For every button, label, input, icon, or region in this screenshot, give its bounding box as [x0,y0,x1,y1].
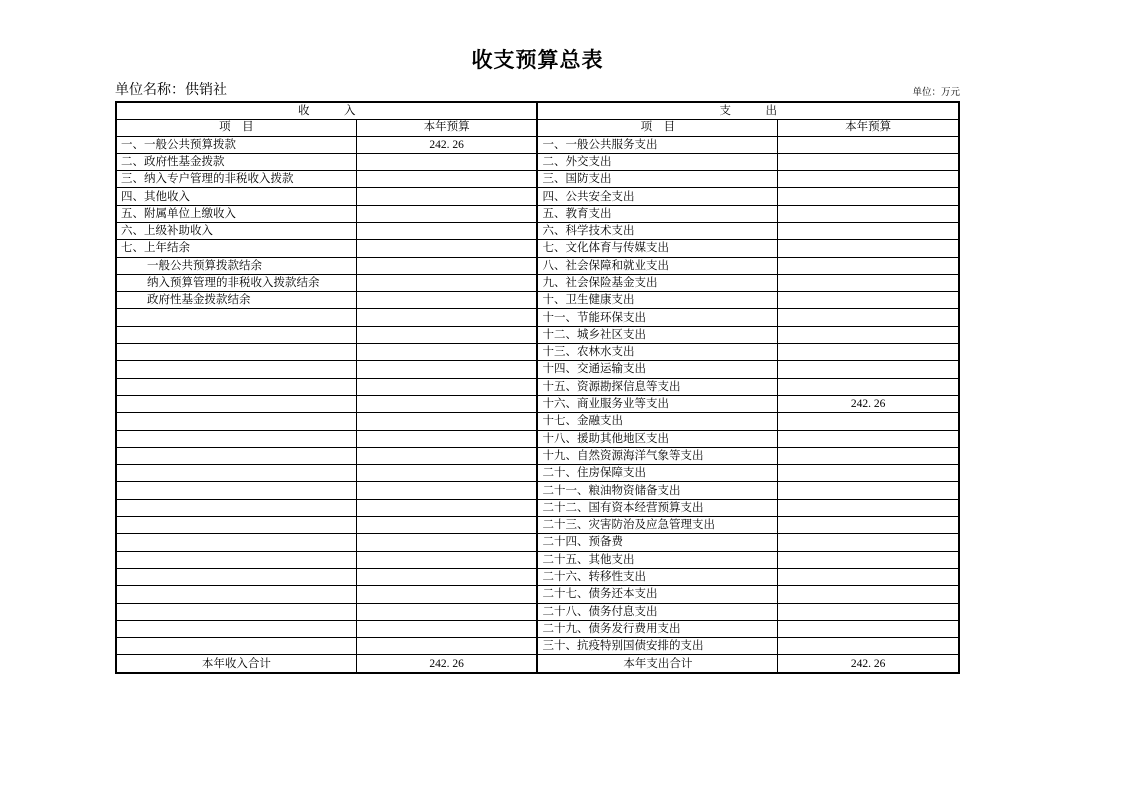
table-row [116,568,959,585]
expense-value-cell [778,499,959,516]
expense-item-column-header: 项 目 [537,119,777,136]
unit-name-label: 单位名称：供销社 [115,83,227,98]
income-value-cell [356,274,537,291]
expense-item-cell: 十二、城乡社区支出 [537,326,777,343]
income-item-cell [116,517,356,534]
income-total-label: 本年收入合计 [116,655,356,673]
table-row [116,205,959,222]
expense-item-cell: 二十五、其他支出 [537,551,777,568]
expense-item-cell: 一、一般公共服务支出 [537,136,777,153]
expense-value-cell [778,568,959,585]
expense-item-cell: 二十六、转移性支出 [537,568,777,585]
income-item-cell [116,309,356,326]
income-value-cell [356,205,537,222]
expense-item-cell: 十五、资源勘探信息等支出 [537,378,777,395]
expense-item-cell: 二十二、国有资本经营预算支出 [537,499,777,516]
expense-item-cell: 二十、住房保障支出 [537,465,777,482]
income-item-cell: 七、上年结余 [116,240,356,257]
expense-value-cell [778,136,959,153]
income-item-cell [116,551,356,568]
expense-item-cell: 八、社会保障和就业支出 [537,257,777,274]
income-value-cell [356,222,537,239]
expense-value-cell [778,482,959,499]
expense-value-cell [778,361,959,378]
income-item-cell [116,326,356,343]
income-item-cell [116,534,356,551]
expense-item-cell: 二十七、债务还本支出 [537,586,777,603]
expense-value-cell [778,534,959,551]
table-row [116,378,959,395]
expense-value-cell: 242. 26 [778,395,959,412]
income-value-cell [356,240,537,257]
income-item-cell: 一般公共预算拨款结余 [116,257,356,274]
income-value-cell [356,257,537,274]
table-row [116,586,959,603]
page-title: 收支预算总表 [471,49,604,72]
income-item-cell [116,586,356,603]
expense-budget-column-header: 本年预算 [778,119,959,136]
expense-item-cell: 二十九、债务发行费用支出 [537,620,777,637]
income-section-header: 收 入 [116,102,537,119]
income-value-cell [356,568,537,585]
income-value-cell [356,361,537,378]
income-item-cell [116,413,356,430]
expense-value-cell [778,413,959,430]
income-item-cell [116,361,356,378]
expense-item-cell: 五、教育支出 [537,205,777,222]
table-row [116,499,959,516]
income-item-cell [116,482,356,499]
totals-row [116,655,959,673]
income-item-cell: 五、附属单位上缴收入 [116,205,356,222]
expense-value-cell [778,344,959,361]
income-item-cell: 六、上级补助收入 [116,222,356,239]
expense-value-cell [778,153,959,170]
expense-section-header: 支 出 [537,102,959,119]
income-item-cell: 三、纳入专户管理的非税收入拨款 [116,171,356,188]
table-row [116,447,959,464]
expense-value-cell [778,222,959,239]
budget-table-body [116,136,959,655]
income-value-cell [356,586,537,603]
table-row [116,309,959,326]
expense-item-cell: 三十、抗疫特别国债安排的支出 [537,638,777,655]
table-row [116,188,959,205]
table-row [116,534,959,551]
income-item-cell [116,465,356,482]
expense-item-cell: 九、社会保险基金支出 [537,274,777,291]
budget-summary-table [115,101,960,674]
expense-total-label: 本年支出合计 [537,655,777,673]
expense-value-cell [778,620,959,637]
expense-value-cell [778,465,959,482]
expense-item-cell: 十六、商业服务业等支出 [537,395,777,412]
income-value-cell: 242. 26 [356,136,537,153]
expense-value-cell [778,326,959,343]
expense-total-value: 242. 26 [778,655,959,673]
income-value-cell [356,638,537,655]
currency-unit-label: 单位：万元 [912,88,960,98]
income-total-value: 242. 26 [356,655,537,673]
table-row [116,344,959,361]
income-item-column-header: 项 目 [116,119,356,136]
table-row [116,395,959,412]
table-row [116,638,959,655]
expense-item-cell: 三、国防支出 [537,171,777,188]
table-row [116,153,959,170]
income-value-cell [356,292,537,309]
income-item-cell [116,568,356,585]
income-value-cell [356,447,537,464]
column-header-row [116,119,959,136]
table-row [116,620,959,637]
income-value-cell [356,603,537,620]
income-value-cell [356,309,537,326]
table-row [116,136,959,153]
expense-value-cell [778,551,959,568]
income-item-cell: 二、政府性基金拨款 [116,153,356,170]
expense-value-cell [778,430,959,447]
table-row [116,465,959,482]
expense-value-cell [778,257,959,274]
income-item-cell [116,378,356,395]
income-value-cell [356,378,537,395]
expense-item-cell: 十一、节能环保支出 [537,309,777,326]
income-item-cell [116,620,356,637]
expense-value-cell [778,447,959,464]
expense-item-cell: 二十八、债务付息支出 [537,603,777,620]
income-item-cell: 四、其他收入 [116,188,356,205]
income-value-cell [356,620,537,637]
expense-value-cell [778,274,959,291]
income-value-cell [356,171,537,188]
table-row [116,257,959,274]
table-info-row [115,79,960,99]
income-item-cell [116,430,356,447]
income-value-cell [356,517,537,534]
table-row [116,482,959,499]
income-value-cell [356,153,537,170]
income-item-cell [116,447,356,464]
income-value-cell [356,395,537,412]
expense-item-cell: 十三、农林水支出 [537,344,777,361]
income-value-cell [356,344,537,361]
expense-value-cell [778,517,959,534]
expense-value-cell [778,240,959,257]
expense-value-cell [778,603,959,620]
income-item-cell [116,344,356,361]
table-row [116,413,959,430]
document-page [115,0,960,674]
expense-item-cell: 十八、援助其他地区支出 [537,430,777,447]
expense-item-cell: 四、公共安全支出 [537,188,777,205]
income-item-cell [116,395,356,412]
income-value-cell [356,326,537,343]
table-row [116,240,959,257]
expense-item-cell: 十、卫生健康支出 [537,292,777,309]
income-item-cell: 一、一般公共预算拨款 [116,136,356,153]
table-row [116,274,959,291]
income-value-cell [356,413,537,430]
expense-item-cell: 六、科学技术支出 [537,222,777,239]
expense-item-cell: 十七、金融支出 [537,413,777,430]
income-item-cell: 政府性基金拨款结余 [116,292,356,309]
table-row [116,551,959,568]
income-value-cell [356,482,537,499]
expense-item-cell: 七、文化体育与传媒支出 [537,240,777,257]
table-row [116,292,959,309]
income-item-cell [116,603,356,620]
income-budget-column-header: 本年预算 [356,119,537,136]
expense-value-cell [778,188,959,205]
expense-item-cell: 十四、交通运输支出 [537,361,777,378]
expense-value-cell [778,205,959,222]
income-item-cell [116,638,356,655]
table-row [116,171,959,188]
income-value-cell [356,534,537,551]
expense-value-cell [778,378,959,395]
income-value-cell [356,188,537,205]
income-value-cell [356,499,537,516]
expense-value-cell [778,586,959,603]
section-header-row [116,102,959,119]
table-row [116,603,959,620]
expense-item-cell: 十九、自然资源海洋气象等支出 [537,447,777,464]
expense-item-cell: 二、外交支出 [537,153,777,170]
table-row [116,326,959,343]
expense-item-cell: 二十三、灾害防治及应急管理支出 [537,517,777,534]
expense-item-cell: 二十一、粮油物资储备支出 [537,482,777,499]
income-value-cell [356,430,537,447]
income-value-cell [356,551,537,568]
expense-value-cell [778,309,959,326]
expense-value-cell [778,638,959,655]
expense-value-cell [778,171,959,188]
table-row [116,517,959,534]
expense-item-cell: 二十四、预备费 [537,534,777,551]
table-row [116,361,959,378]
expense-value-cell [778,292,959,309]
income-item-cell: 纳入预算管理的非税收入拨款结余 [116,274,356,291]
income-value-cell [356,465,537,482]
table-row [116,430,959,447]
income-item-cell [116,499,356,516]
table-row [116,222,959,239]
